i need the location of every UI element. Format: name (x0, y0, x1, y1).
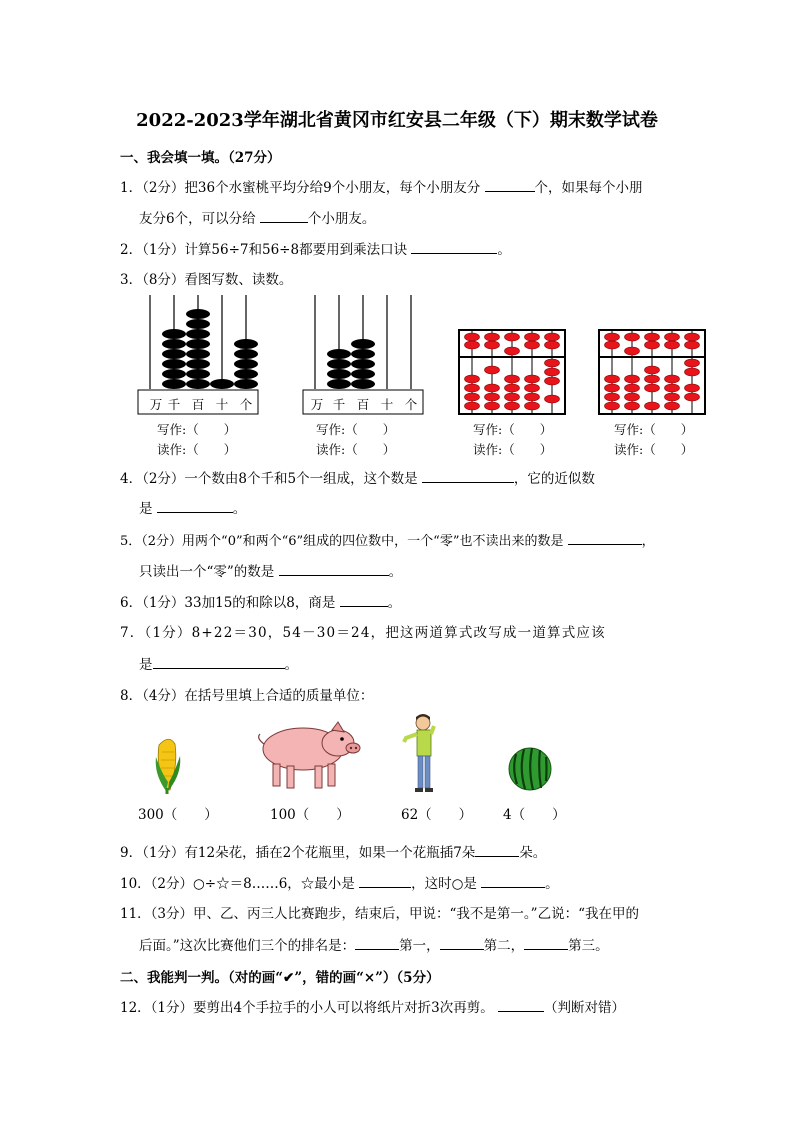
question-1-text: 个小朋友。 (307, 211, 376, 227)
question-5-text: 。 (388, 564, 403, 580)
question-1-text: 友分6个，可以分给 (139, 211, 256, 227)
question-11-line-1: 11．（3分）甲、乙、丙三人比赛跑步，结束后，甲说：“我不是第一。”乙说：“我在甲的 (120, 906, 639, 922)
answer-blank[interactable] (153, 654, 285, 669)
abacus-3 (459, 330, 565, 414)
question-4-line-2 (139, 498, 246, 519)
q8-pictures (140, 712, 570, 802)
read-label: 读作:（ ） (473, 442, 553, 457)
answer-blank[interactable] (568, 530, 642, 545)
write-label: 写作:（ ） (473, 422, 553, 437)
answer-blank[interactable] (485, 177, 535, 192)
answer-blank[interactable] (157, 498, 233, 513)
abacus-4 (599, 330, 705, 414)
question-5-text: 只读出一个“零”的数是 (139, 564, 275, 580)
answer-blank[interactable] (481, 873, 545, 888)
q8-item-corn: 300（ ） (138, 807, 218, 823)
question-12 (120, 997, 625, 1018)
question-11-text: 第一， (399, 938, 440, 954)
answer-blank[interactable] (422, 468, 514, 483)
question-5-text: 5．（2分）用两个“0”和两个“6”组成的四位数中，一个“零”也不读出来的数是 (120, 534, 564, 549)
question-6-text: 6．（1分）33加15的和除以8，商是 (120, 595, 336, 611)
question-1-text: 1．（2分）把36个水蜜桃平均分给9个小朋友，每个小朋友分 (120, 180, 481, 196)
read-label: 读作:（ ） (157, 442, 237, 457)
question-7-text: 是 (139, 657, 153, 673)
question-9-text: 朵。 (519, 845, 547, 861)
question-11-text: 后面。”这次比赛他们三个的排名是： (139, 938, 356, 954)
place-label-ge: 个 (239, 397, 253, 412)
place-label-ge: 个 (404, 397, 418, 412)
watermelon-icon (509, 748, 551, 790)
q8-item-watermelon: 4（ ） (503, 807, 566, 823)
question-11-line-2 (139, 935, 609, 956)
write-label: 写作:（ ） (614, 422, 694, 437)
pig-icon (259, 722, 360, 788)
question-1-text: 个，如果每个小朋 (534, 180, 643, 196)
question-11-text: 第二， (483, 938, 525, 954)
question-5-line-2 (139, 561, 402, 582)
question-7-line-1: 7．（1分）8+22＝30，54－30＝24，把这两道算式改写成一道算式应该 (120, 625, 606, 641)
place-label-bai: 百 (356, 397, 370, 412)
section-2-heading: 二、我能判一判。（对的画“✔”，错的画“×”）（5分） (120, 970, 440, 986)
question-11-text: 第三。 (568, 938, 609, 954)
question-2-text: 2．（1分）计算56÷7和56÷8都要用到乘法口诀 (120, 242, 408, 258)
question-12-text: 12．（1分）要剪出4个手拉手的小人可以将纸片对折3次再剪。 (120, 1000, 494, 1016)
answer-blank[interactable] (279, 561, 389, 576)
question-3: 3．（8分）看图写数、读数。 (120, 272, 293, 288)
q8-item-pig: 100（ ） (270, 807, 350, 823)
question-2-text: 。 (497, 242, 511, 258)
place-label-bai: 百 (191, 397, 205, 412)
answer-blank[interactable] (440, 935, 484, 950)
question-8: 8．（4分）在括号里填上合适的质量单位： (120, 688, 374, 704)
answer-blank[interactable] (355, 935, 399, 950)
answer-blank[interactable] (260, 208, 308, 223)
write-label: 写作:（ ） (157, 422, 237, 437)
page-title: 2022-2023学年湖北省黄冈市红安县二年级（下）期末数学试卷 (136, 110, 658, 131)
place-label-shi: 十 (380, 397, 394, 412)
section-1-heading: 一、我会填一填。（27分） (120, 150, 281, 166)
question-9-text: 9．（1分）有12朵花，插在2个花瓶里，如果一个花瓶插7朵 (120, 845, 476, 861)
place-label-qian: 千 (167, 397, 181, 412)
question-4-line-1 (120, 468, 595, 489)
read-label: 读作:（ ） (614, 442, 694, 457)
write-label: 写作:（ ） (316, 422, 396, 437)
question-6-text: 。 (387, 595, 402, 611)
place-label-qian: 千 (332, 397, 346, 412)
answer-blank[interactable] (524, 935, 568, 950)
question-12-text: （判断对错） (544, 1000, 625, 1016)
question-4-text: 是 (139, 501, 153, 517)
answer-blank[interactable] (475, 842, 519, 857)
question-10-text: 10．（2分）○÷☆＝8……6，☆最小是 (120, 876, 355, 892)
question-4-text: 。 (232, 501, 247, 517)
answer-blank[interactable] (498, 997, 544, 1012)
question-5-line-1 (120, 530, 655, 552)
question-4-text: 4．（2分）一个数由8个千和5个一组成，这个数是 (120, 471, 418, 487)
answer-blank[interactable] (411, 239, 497, 254)
question-2 (120, 239, 511, 260)
question-10-text: ，这时○是 (411, 876, 477, 892)
read-label: 读作:（ ） (316, 442, 396, 457)
place-label-shi: 十 (215, 397, 229, 412)
question-10 (120, 873, 559, 894)
question-9 (120, 842, 546, 863)
question-10-text: 。 (545, 876, 559, 892)
question-7-text: 。 (284, 657, 298, 673)
question-5-text: ， (641, 534, 655, 549)
corn-icon (156, 739, 181, 794)
man-icon (404, 714, 434, 792)
question-1-line-1 (120, 177, 643, 198)
question-1-line-2 (139, 208, 375, 229)
place-label-wan: 万 (149, 397, 163, 412)
question-4-text: ，它的近似数 (513, 471, 595, 487)
answer-blank[interactable] (359, 873, 411, 888)
question-7-line-2 (139, 654, 298, 675)
answer-blank[interactable] (340, 592, 388, 607)
question-6 (120, 592, 401, 613)
place-label-wan: 万 (310, 397, 324, 412)
q8-item-man: 62（ ） (401, 807, 473, 823)
